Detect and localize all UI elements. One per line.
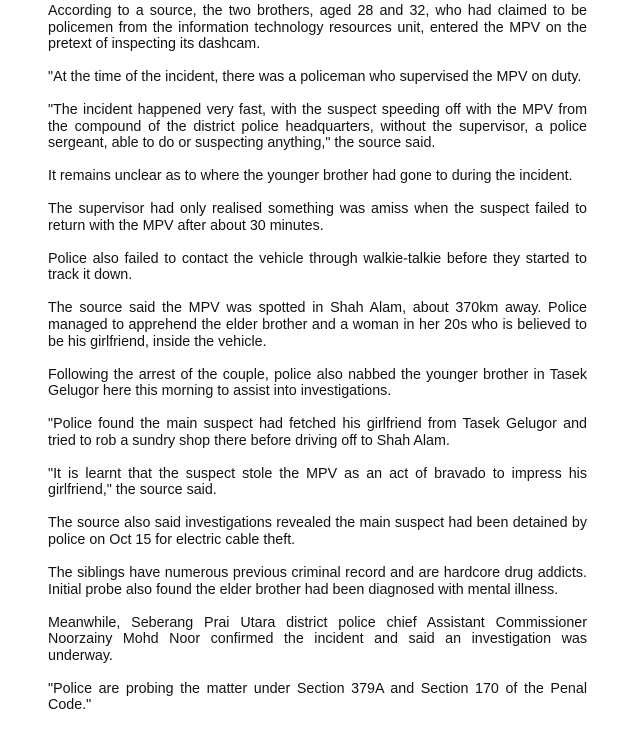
paragraph: Following the arrest of the couple, police also nabbed the younger brother in Tasek Gelugor here this morning to assist into investigations. — [48, 366, 587, 400]
paragraph: The supervisor had only realised something was amiss when the suspect failed to return with the MPV after about 30 minutes. — [48, 201, 587, 234]
paragraph: "Police found the main suspect had fetched his girlfriend from Tasek Gelugor and tried to rob a sundry shop there before driving off to Shah Alam. — [48, 416, 587, 449]
paragraph: Police also failed to contact the vehicle through walkie-talkie before they started to track it down. — [48, 250, 587, 284]
article-body — [48, 3, 587, 730]
paragraph: "It is learnt that the suspect stole the MPV as an act of bravado to impress his girlfriend," the source said. — [48, 465, 587, 499]
paragraph: "Police are probing the matter under Section 379A and Section 170 of the Penal Code." — [48, 680, 587, 714]
paragraph: The source said the MPV was spotted in Shah Alam, about 370km away. Police managed to apprehend the elder brother and a woman in her 20s who is believed to be his girlfriend, inside the vehicle. — [48, 300, 587, 350]
paragraph: It remains unclear as to where the younger brother had gone to during the incident. — [48, 168, 573, 185]
paragraph: The siblings have numerous previous criminal record and are hardcore drug addicts. Initial probe also found the elder brother had been diagnosed with mental illness. — [48, 564, 587, 598]
paragraph: "At the time of the incident, there was a policeman who supervised the MPV on duty. — [48, 69, 582, 86]
paragraph: "The incident happened very fast, with the suspect speeding off with the MPV from the compound of the district police headquarters, without the supervisor, a police sergeant, able to do or suspecting anything," the source said. — [48, 102, 587, 152]
paragraph: According to a source, the two brothers, aged 28 and 32, who had claimed to be policemen from the information technology resources unit, entered the MPV on the pretext of inspecting its dashcam. — [48, 3, 587, 53]
paragraph: The source also said investigations revealed the main suspect had been detained by police on Oct 15 for electric cable theft. — [48, 515, 587, 548]
paragraph: Meanwhile, Seberang Prai Utara district police chief Assistant Commissioner Noorzainy Mohd Noor confirmed the incident and said an investigation was underway. — [48, 614, 587, 664]
